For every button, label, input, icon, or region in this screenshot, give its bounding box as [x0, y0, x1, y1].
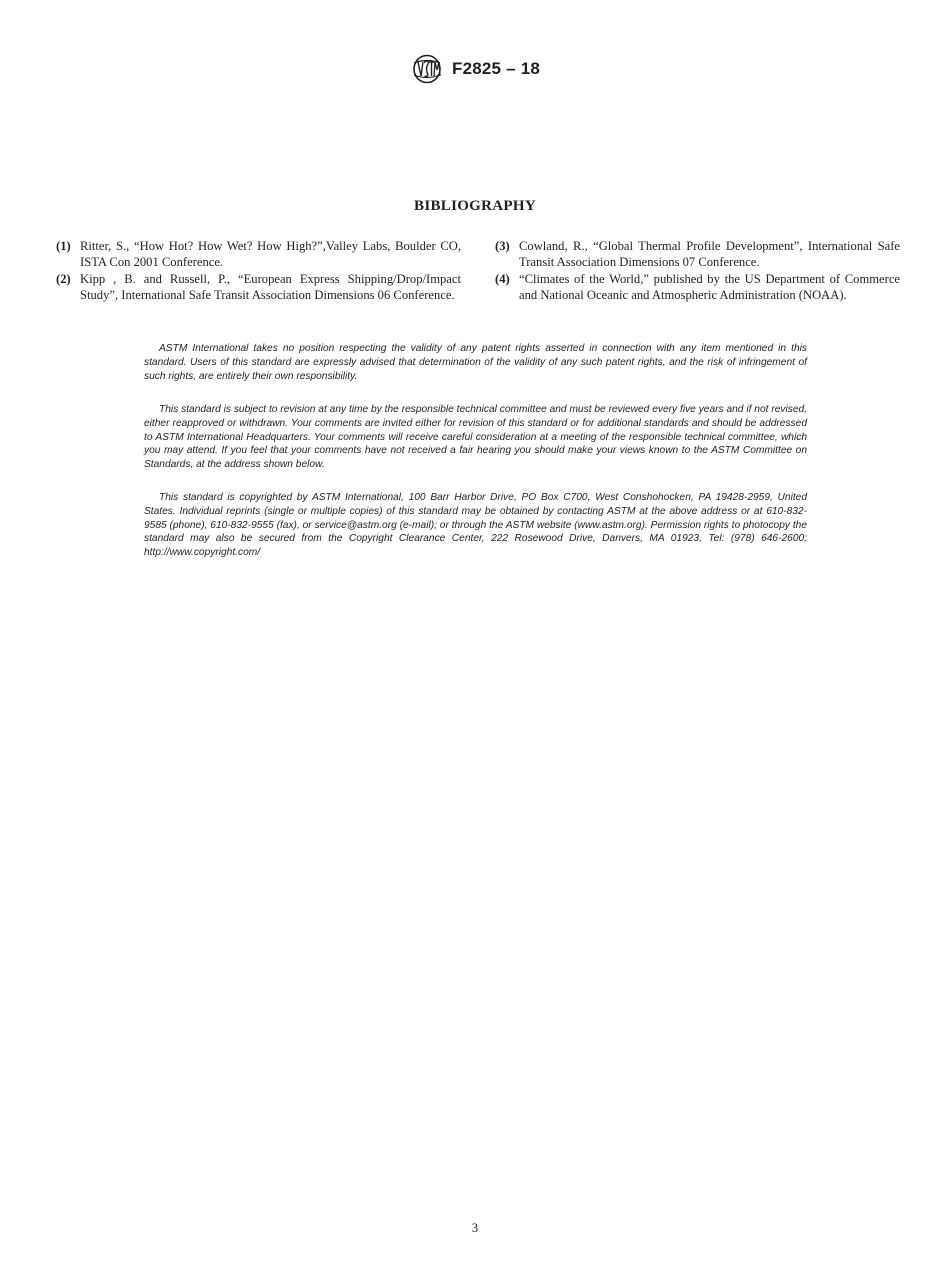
reference-text: Ritter, S., “How Hot? How Wet? How High?”,Valley Labs, Boulder CO, ISTA Con 2001 Conference. — [80, 239, 461, 270]
copyright-notice: This standard is copyrighted by ASTM International, 100 Barr Harbor Drive, PO Box C700, West Conshohocken, PA 19428-2959, United States. Individual reprints (single or multiple copies) of this standard may be obtained by contacting ASTM at the above address or at 610-832-9585 (phone), 610-832-9555 (fax), or service@astm.org (e-mail); or through the ASTM website (www.astm.org). Permission rights to photocopy the standard may also be secured from the Copyright Clearance Center, 222 Rosewood Drive, Danvers, MA 01923, Tel: (978) 646-2600; http://www.copyright.com/ — [144, 492, 807, 559]
bibliography-right-column — [495, 238, 900, 303]
reference-number: (4) — [495, 271, 510, 286]
reference-number: (1) — [56, 239, 71, 253]
reference-number: (2) — [56, 271, 71, 286]
reference-item — [56, 238, 461, 271]
reference-item — [495, 238, 900, 271]
astm-logo-icon — [410, 54, 444, 84]
reference-text: Cowland, R., “Global Thermal Profile Development”, International Safe Transit Association Dimensions 07 Conference. — [519, 239, 900, 270]
page-number: 3 — [471, 1221, 479, 1235]
reference-item — [56, 271, 461, 304]
reference-text: “Climates of the World,” published by the US Department of Commerce and National Oceanic and Atmospheric Administration (NOAA). — [519, 271, 900, 302]
revision-notice: This standard is subject to revision at any time by the responsible technical committee and must be reviewed every five years and if not revised, either reapproved or withdrawn. Your comments are invited either for revision of this standard or for additional standards and should be addressed to ASTM International Headquarters. Your comments will receive careful consideration at a meeting of the responsible technical committee, which you may attend. If you feel that your comments have not received a fair hearing you should make your views known to the ASTM Committee on Standards, at the address shown below. — [144, 404, 807, 471]
reference-number: (3) — [495, 239, 510, 253]
page-header — [0, 54, 950, 84]
reference-item — [495, 271, 900, 304]
bibliography-title: BIBLIOGRAPHY — [414, 198, 536, 214]
standard-designation: F2825 – 18 — [451, 59, 540, 78]
patent-notice: ASTM International takes no position respecting the validity of any patent rights asserted in connection with any item mentioned in this standard. Users of this standard are expressly advised that determination of the validity of any such patent rights, and the risk of infringement of such rights, are entirely their own responsibility. — [144, 343, 807, 382]
bibliography-left-column — [56, 238, 461, 303]
reference-text: Kipp , B. and Russell, P., “European Express Shipping/Drop/Impact Study”, International Safe Transit Association Dimensions 06 Conference. — [80, 271, 461, 302]
